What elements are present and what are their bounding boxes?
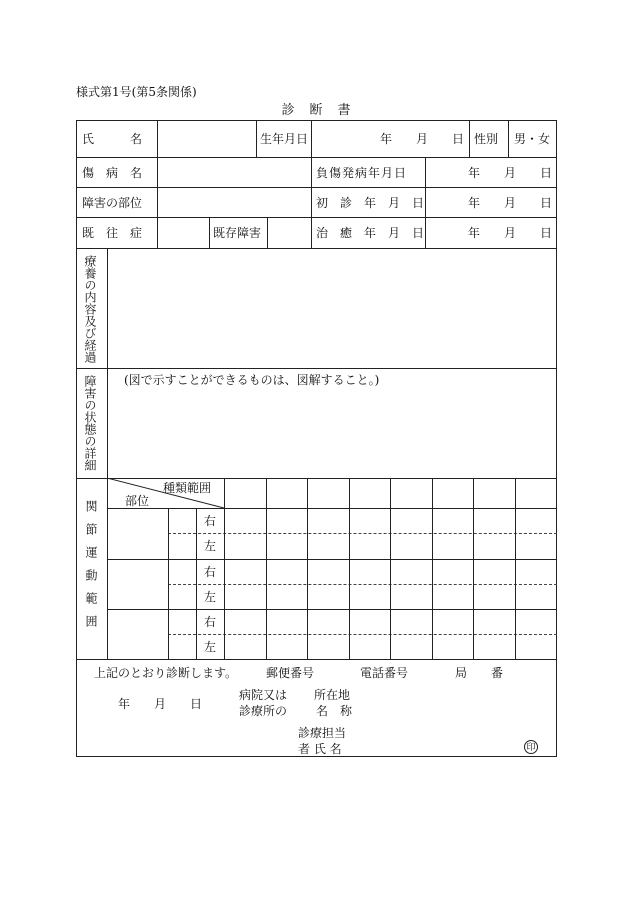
rom-dashed-divider xyxy=(168,533,557,534)
rom-label: 関節運動範囲 xyxy=(84,500,98,638)
row-divider xyxy=(76,368,557,369)
rom-side-right: 右 xyxy=(204,565,217,579)
birth-date-value[interactable]: 年 月 日 xyxy=(380,132,465,146)
rom-col xyxy=(515,478,516,659)
rom-dashed-divider xyxy=(168,584,557,585)
gender-value[interactable]: 男・女 xyxy=(514,132,551,146)
rom-side-right: 右 xyxy=(204,514,217,528)
row-divider xyxy=(76,659,557,660)
seal-mark: 印 xyxy=(524,740,538,754)
first-visit-value[interactable]: 年 月 日 xyxy=(468,196,553,210)
postal-code-label: 郵便番号 xyxy=(266,666,315,680)
treatment-label: 療養の内容及び経過 xyxy=(83,255,97,363)
rom-header-types: 種類範囲 xyxy=(163,481,212,495)
col-divider xyxy=(256,120,257,158)
doctor-label-line2: 者 氏 名 xyxy=(298,742,342,756)
condition-note: (図で示すことができるものは、図解すること。) xyxy=(124,373,380,387)
rom-header-site: 部位 xyxy=(125,494,150,508)
col-divider xyxy=(508,120,509,158)
col-divider xyxy=(311,120,312,248)
injury-date-value[interactable]: 年 月 日 xyxy=(468,166,553,180)
diagnosis-statement: 上記のとおり診断します。 xyxy=(94,666,238,680)
rom-col xyxy=(349,478,350,659)
col-divider xyxy=(469,120,470,158)
certificate-frame xyxy=(76,120,557,757)
row-divider xyxy=(76,157,557,158)
rom-col xyxy=(307,478,308,659)
phone-label: 電話番号 xyxy=(360,666,409,680)
birth-date-label: 生年月日 xyxy=(260,132,309,146)
location-label: 所在地 xyxy=(314,688,351,702)
col-divider xyxy=(425,157,426,248)
name-label: 氏 名 xyxy=(82,132,143,146)
rom-side-left: 左 xyxy=(204,640,217,654)
rom-row-divider xyxy=(107,609,557,610)
site-label: 障害の部位 xyxy=(82,196,143,210)
hospital-label-line2: 診療所の xyxy=(239,704,288,718)
rom-col xyxy=(390,478,391,659)
cure-date-label: 治 癒 年 月 日 xyxy=(316,226,425,240)
document-title: 診 断 書 xyxy=(281,103,352,118)
injury-date-label: 負傷発病年月日 xyxy=(316,166,408,180)
rom-col xyxy=(432,478,433,659)
gender-label: 性別 xyxy=(474,132,499,146)
rom-col xyxy=(473,478,474,659)
phone-number-label: 番 xyxy=(491,666,504,680)
treatment-field[interactable] xyxy=(108,249,556,367)
rom-side-left: 左 xyxy=(204,590,217,604)
phone-station-label: 局 xyxy=(455,666,468,680)
col-divider xyxy=(267,217,268,248)
rom-side-right: 右 xyxy=(204,615,217,629)
name-field[interactable] xyxy=(158,121,255,157)
row-divider xyxy=(76,217,557,218)
facility-name-label: 名 称 xyxy=(316,704,353,718)
rom-col xyxy=(168,508,169,659)
row-divider xyxy=(76,187,557,188)
rom-col xyxy=(196,508,197,659)
form-number: 様式第1号(第5条関係) xyxy=(76,85,197,99)
existing-disability-label: 既存障害 xyxy=(213,226,262,240)
col-divider xyxy=(157,157,158,248)
history-label: 既 往 症 xyxy=(82,226,143,240)
disease-label: 傷 病 名 xyxy=(82,166,143,180)
rom-col xyxy=(266,478,267,659)
diagnosis-date[interactable]: 年 月 日 xyxy=(118,697,203,711)
condition-label: 障害の状態の詳細 xyxy=(83,375,97,471)
rom-dashed-divider xyxy=(168,634,557,635)
col-divider xyxy=(209,217,210,248)
rom-row-divider xyxy=(107,559,557,560)
cure-date-value[interactable]: 年 月 日 xyxy=(468,226,553,240)
hospital-label-line1: 病院又は xyxy=(239,688,288,702)
rom-side-left: 左 xyxy=(204,539,217,553)
first-visit-label: 初 診 年 月 日 xyxy=(316,196,425,210)
doctor-label-line1: 診療担当 xyxy=(298,726,347,740)
